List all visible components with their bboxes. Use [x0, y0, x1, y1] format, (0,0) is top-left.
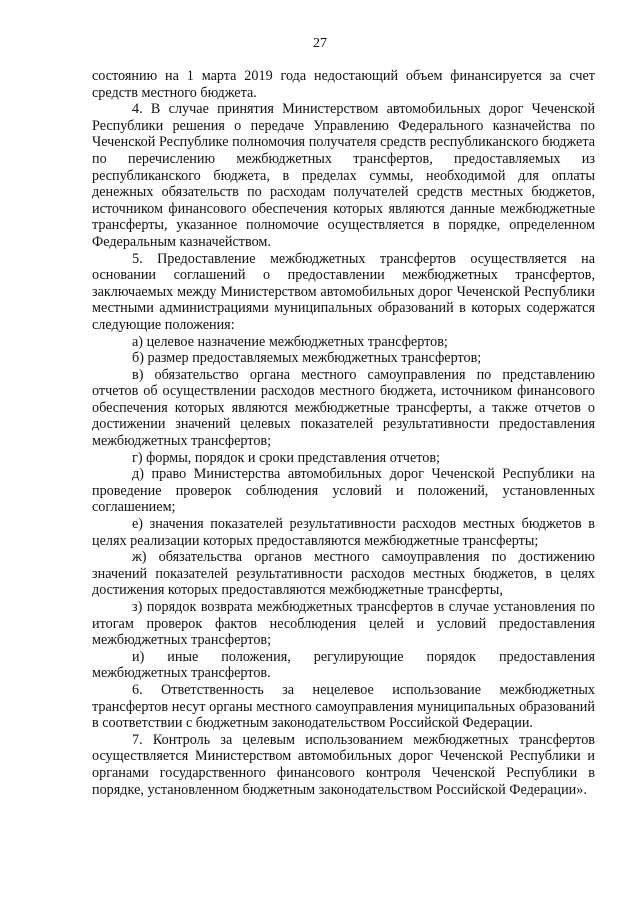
- list-item-g: г) формы, порядок и сроки представления отчетов;: [132, 449, 440, 466]
- list-item-i: и) иные положения, регулирующие порядок предоставления межбюджетных трансфертов.: [92, 648, 595, 682]
- paragraph-5: 5. Предоставление межбюджетных трансфертов осуществляется на основании соглашений о предоставлении межбюджетных трансфертов, заключаемых между Министерством автомобильных дорог Чеченской Республики местными администрациями муниципальных образований в которых содержатся следующие положения:: [92, 250, 595, 333]
- list-item-z: з) порядок возврата межбюджетных трансфертов в случае установления по итогам проверок фактов несоблюдения целей и условий предоставления межбюджетных трансфертов;: [92, 599, 595, 649]
- list-item-v: в) обязательство органа местного самоуправления по представлению отчетов об осуществлении расходов местного бюджета, источником финансового обеспечения которых являются межбюджетные трансферты, а также отчетов о достижении значений целевых показателей результативности предоставления межбюджетных трансфертов;: [92, 366, 595, 450]
- paragraph-6: 6. Ответственность за нецелевое использование межбюджетных трансфертов несут органы местного самоуправления муниципальных образований в соответствии с бюджетным законодательством Российской Федерации.: [92, 681, 595, 732]
- paragraph-continuation: состоянию на 1 марта 2019 года недостающий объем финансируется за счет средств местного бюджета.: [92, 68, 595, 101]
- document-body: [92, 68, 595, 798]
- paragraph-4: 4. В случае принятия Министерством автомобильных дорог Чеченской Республики решения о передаче Управлению Федерального казначейства по Чеченской Республике полномочия получателя средств республиканского бюджета по перечислению межбюджетных трансфертов, предоставляемых из республиканского бюджета, в пределах суммы, необходимой для оплаты денежных обязательств по расходам получателей средств местных бюджетов, источником финансового обеспечения которых являются данные межбюджетные трансферты, указанное полномочие осуществляется в порядке, определенном Федеральным казначейством.: [92, 101, 595, 250]
- list-item-b: б) размер предоставляемых межбюджетных трансфертов;: [132, 350, 482, 367]
- list-item-e: е) значения показателей результативности расходов местных бюджетов в целях реализации которых предоставляются межбюджетные трансферты;: [92, 516, 595, 549]
- list-item-d: д) право Министерства автомобильных дорог Чеченской Республики на проведение проверок соблюдения условий и положений, установленных соглашением;: [92, 466, 595, 516]
- list-item-a: а) целевое назначение межбюджетных трансфертов;: [132, 333, 448, 350]
- page-number: 27: [313, 36, 327, 51]
- paragraph-7: 7. Контроль за целевым использованием межбюджетных трансфертов осуществляется Министерством автомобильных дорог Чеченской Республики и органами государственного финансового контроля Чеченской Республики в порядке, установленном бюджетным законодательством Российской Федерации».: [92, 731, 595, 798]
- list-item-zh: ж) обязательства органов местного самоуправления по достижению значений показателей результативности расходов местных бюджетов, в целях достижения которых предоставляются межбюджетные трансферты,: [92, 549, 595, 599]
